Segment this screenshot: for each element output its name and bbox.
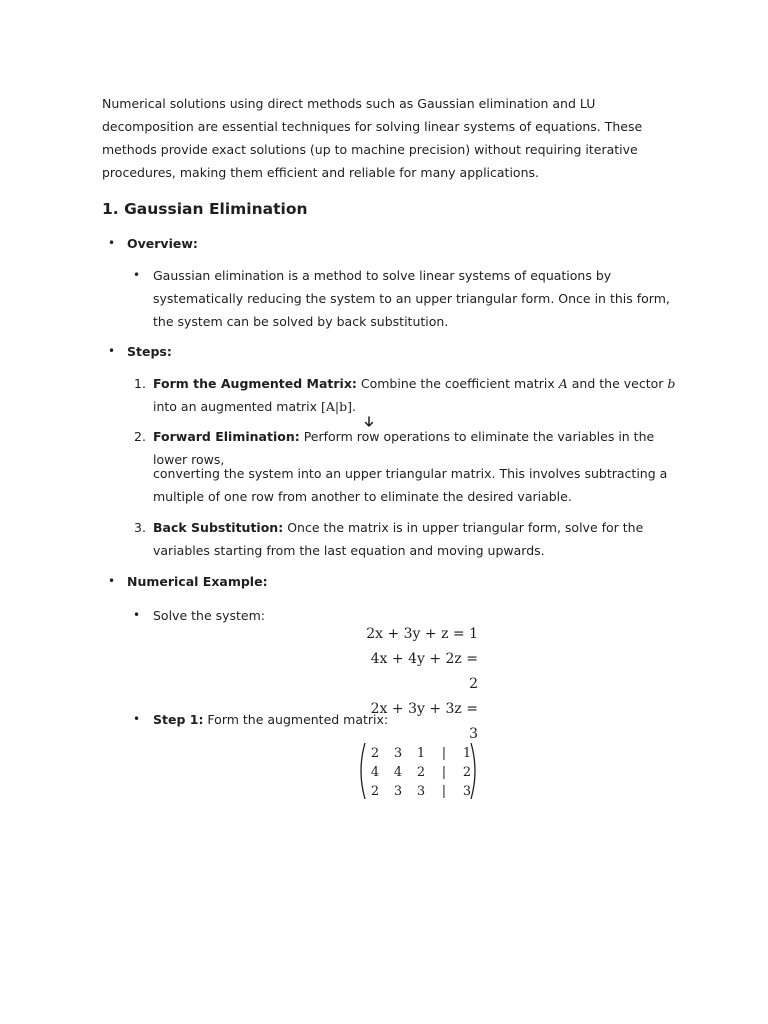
matrix-cell: 4 bbox=[370, 765, 380, 780]
step-number: 2. bbox=[134, 429, 146, 444]
document-page bbox=[102, 92, 682, 220]
matrix-cell: 2 bbox=[370, 784, 380, 799]
step-text: and the vector bbox=[567, 376, 668, 391]
step-text: Once the matrix is in upper triangular form, solve for the variables starting from the last equation and moving upwards. bbox=[153, 520, 644, 558]
bullet-icon: • bbox=[108, 344, 116, 358]
step-text: Combine the coefficient matrix bbox=[356, 376, 559, 391]
matrix-var: A bbox=[558, 376, 568, 391]
matrix-cell: 4 bbox=[393, 765, 403, 780]
overview-text-item bbox=[102, 264, 682, 333]
steps-list bbox=[102, 340, 682, 363]
step-title: Back Substitution: bbox=[153, 520, 284, 535]
matrix-cell: 2 bbox=[416, 765, 426, 780]
step-text: Perform row operations to eliminate the variables in the lower rows, bbox=[153, 429, 655, 467]
step1-title: Step 1: bbox=[153, 712, 204, 727]
steps-ordered-list-3 bbox=[102, 516, 682, 562]
step-number: 1. bbox=[134, 376, 146, 391]
matrix-cell: | bbox=[441, 746, 447, 761]
matrix-row bbox=[364, 782, 478, 801]
overview-sublist bbox=[102, 264, 682, 333]
augmented-notation: [A|b] bbox=[321, 399, 352, 414]
steps-item bbox=[102, 340, 682, 363]
example-item bbox=[102, 570, 682, 593]
bullet-icon: • bbox=[133, 712, 141, 726]
section-heading: 1. Gaussian Elimination bbox=[102, 200, 308, 218]
step-title: Form the Augmented Matrix: bbox=[153, 376, 357, 391]
example-list bbox=[102, 570, 682, 593]
overview-text: Gaussian elimination is a method to solve linear systems of equations by systematically reducing the system to an upper triangular form. Once in this form, the system can be solved by back substitution. bbox=[153, 268, 670, 329]
step-title: Forward Elimination: bbox=[153, 429, 300, 444]
step-2-continued: converting the system into an upper triangular matrix. This involves subtracting a multiple of one row from another to eliminate the desired variable. bbox=[153, 466, 668, 504]
bullet-icon: • bbox=[133, 268, 141, 282]
equation-3: 2x + 3y + 3z = 3 bbox=[370, 701, 478, 742]
step1-list bbox=[102, 708, 682, 731]
matrix-cell: 2 bbox=[370, 746, 380, 761]
bullet-icon: • bbox=[108, 236, 116, 250]
right-paren-icon bbox=[470, 742, 480, 800]
step1-text: Form the augmented matrix: bbox=[203, 712, 389, 727]
matrix-cell: 3 bbox=[393, 746, 403, 761]
bullet-icon: • bbox=[108, 574, 116, 588]
matrix-cell: 1 bbox=[416, 746, 426, 761]
bullet-icon: • bbox=[133, 608, 141, 622]
overview-item bbox=[102, 232, 682, 255]
matrix-row bbox=[364, 763, 478, 782]
equation-2: 4x + 4y + 2z = 2 bbox=[370, 651, 478, 692]
arrow-down-icon[interactable] bbox=[361, 414, 377, 430]
matrix-cell: 3 bbox=[393, 784, 403, 799]
step-item-3 bbox=[102, 516, 682, 562]
matrix-row bbox=[364, 744, 478, 763]
step-text: . bbox=[352, 399, 356, 414]
intro-paragraph: Numerical solutions using direct methods such as Gaussian elimination and LU decomposition are essential techniques for solving linear systems of equations. These methods provide exact solutions (up to machine precision) without requiring iterative procedures, making them efficient and reliable for many applications. bbox=[102, 96, 643, 180]
solve-label: Solve the system: bbox=[153, 608, 266, 623]
steps-ordered-list bbox=[102, 372, 682, 418]
step-text: into an augmented matrix bbox=[153, 399, 321, 414]
overview-label: Overview: bbox=[127, 236, 198, 251]
augmented-matrix bbox=[352, 742, 482, 802]
example-label: Numerical Example: bbox=[127, 574, 268, 589]
matrix-cell: 2 bbox=[462, 765, 472, 780]
vector-var: b bbox=[667, 376, 676, 391]
matrix-cell: | bbox=[441, 784, 447, 799]
steps-label: Steps: bbox=[127, 344, 172, 359]
matrix-cell: 3 bbox=[416, 784, 426, 799]
step-item-1 bbox=[102, 372, 682, 418]
matrix-cell: 1 bbox=[462, 746, 472, 761]
step-number: 3. bbox=[134, 520, 146, 535]
step1-item bbox=[102, 708, 682, 731]
equation-1: 2x + 3y + z = 1 bbox=[366, 626, 478, 642]
matrix-cell: | bbox=[441, 765, 447, 780]
matrix-cell: 3 bbox=[462, 784, 472, 799]
matrix-grid bbox=[364, 744, 478, 801]
overview-list bbox=[102, 232, 682, 255]
